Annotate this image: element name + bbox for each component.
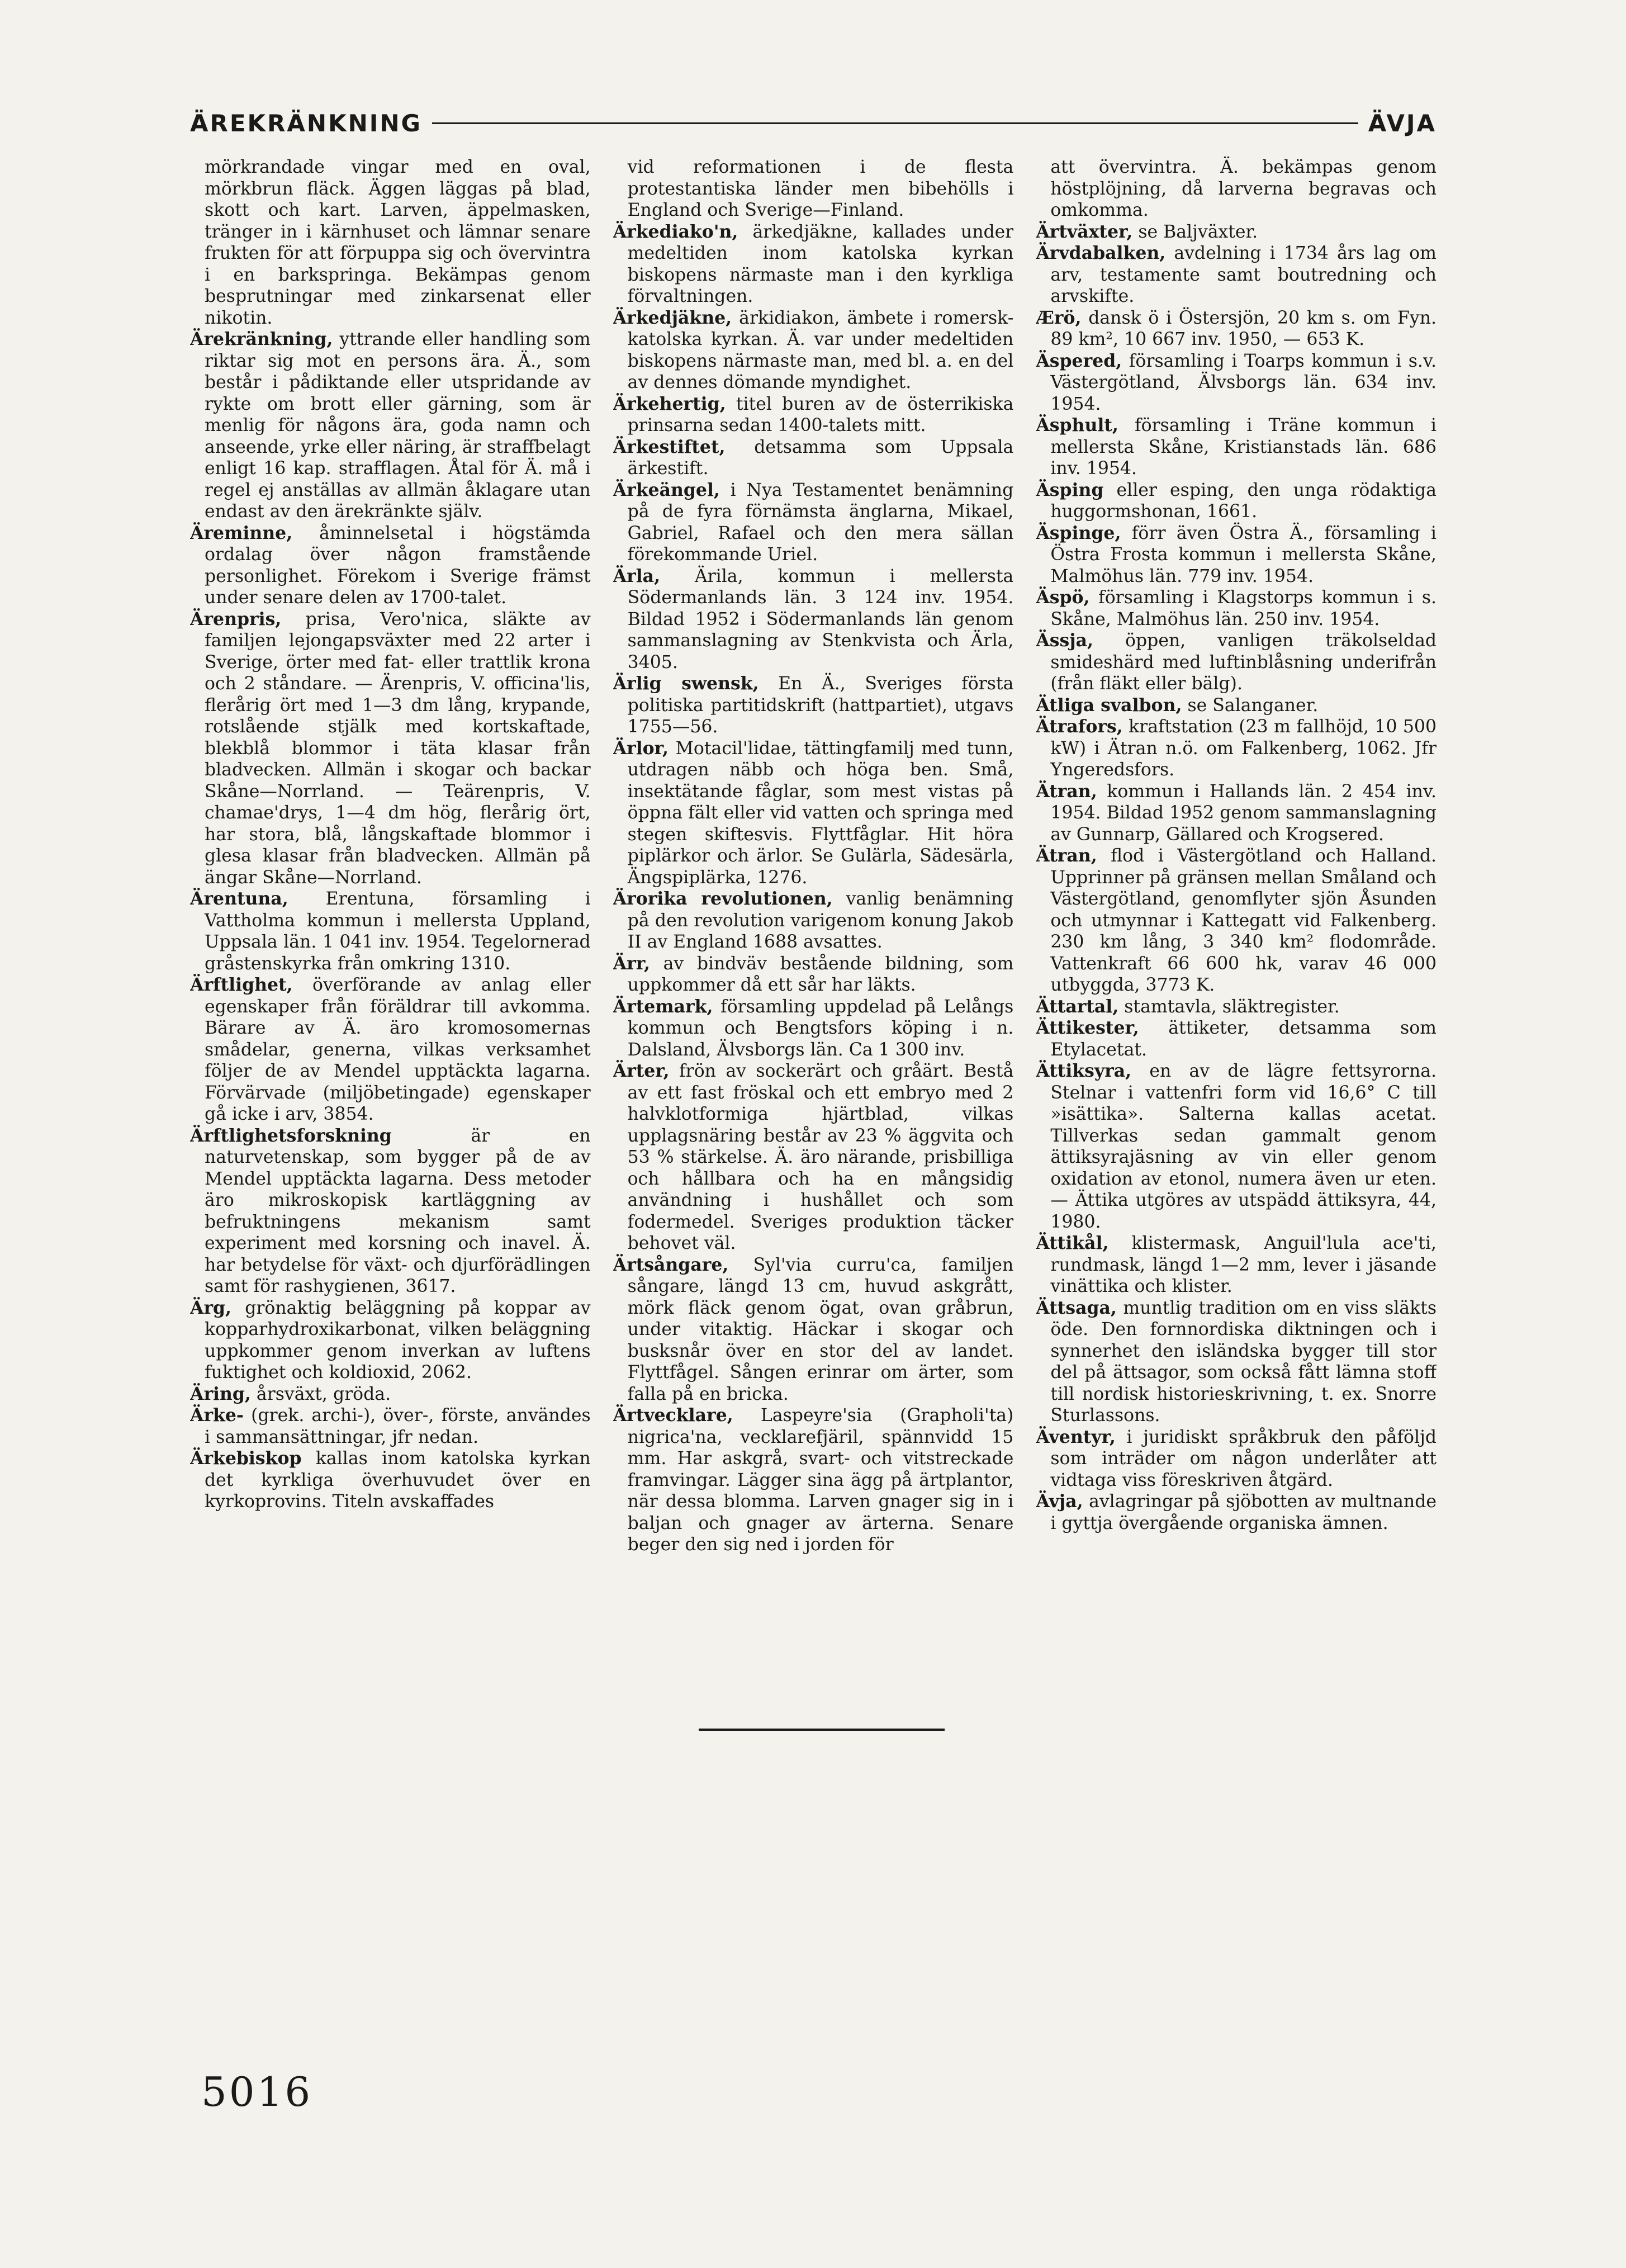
dictionary-entry: [1036, 845, 1437, 996]
entry-headword: Ärekränkning,: [190, 329, 333, 349]
dictionary-entry: [613, 1405, 1014, 1556]
dictionary-entry: [1036, 1017, 1437, 1060]
entry-headword: Ärlor,: [613, 737, 669, 759]
entry-text: ättiketer, detsamma som Etylacetat.: [1050, 1018, 1437, 1060]
dictionary-entry: [1036, 221, 1437, 243]
dictionary-entry: [1036, 1060, 1437, 1233]
entry-text: prisa, Vero'nica, släkte av familjen lejongapsväxter med 22 arter i Sverige, örter med fat- eller trattlik krona och 2 ståndare. — Ärenpris, V. officina'lis, flerårig ört med 1—3 dm lång, krypande, rotslående stjälk med kortskaftade, blekblå blommor i täta klasar från bladvecken. Allmän i skogar och backar Skåne—Norrland. — Teärenpris, V. chamae'drys, 1—4 dm hög, flerårig ört, har stora, blå, långskaftade blommor i glesa klasar från bladvecken. Allmän på ängar Skåne—Norrland.: [205, 609, 591, 888]
entry-text: ärkedjäkne, kallades under medeltiden inom katolska kyrkan biskopens närmaste man i den kyrkliga förvaltningen.: [627, 221, 1014, 306]
end-rule: [699, 1729, 945, 1731]
running-header: [190, 106, 1437, 140]
entry-headword: Ärvdabalken,: [1036, 243, 1166, 263]
entry-text: vid reformationen i de flesta protestantiska länder men bibehölls i England och Sverige—Finland.: [627, 157, 1014, 220]
entry-text: är en naturvetenskap, som bygger på de av Mendel upptäckta lagarna. Dess metoder äro mikroskopisk kartläggning av befruktningens mekanism samt experiment med korsning och inavel. Ä. har betydelse för växt- och djurförädlingen samt för rashygienen, 3617.: [205, 1125, 591, 1296]
dictionary-entry: [190, 523, 591, 609]
entry-text: mörkrandade vingar med en oval, mörkbrun fläck. Äggen läggas på blad, skott och kart. Larven, äppelmasken, tränger in i kärnhuset och lämnar senare frukten för att förpuppa sig och övervintra i en barkspringa. Bekämpas genom besprutningar med zinkarsenat eller nikotin.: [205, 157, 591, 328]
entry-headword: Ätrafors,: [1036, 716, 1123, 737]
dictionary-entry: [1036, 781, 1437, 846]
dictionary-entry: [1036, 243, 1437, 307]
entry-headword: Ärter,: [613, 1060, 670, 1081]
entry-text: Motacil'lidae, tättingfamilj med tunn, utdragen näbb och höga ben. Små, insektätande fåglar, som mest vistas på öppna fält eller vid vatten och springa med stegen skiftesvis. Flyttfåglar. Hit höra piplärkor och ärlor. Se Gulärla, Sädesärla, Ängspiplärka, 1276.: [627, 738, 1014, 888]
entry-headword: Ättikål,: [1036, 1233, 1109, 1253]
dictionary-entry: [1036, 1298, 1437, 1427]
entry-text: kommun i Hallands län. 2 454 inv. 1954. Bildad 1952 genom sammanslagning av Gunnarp, Gällared och Krogsered.: [1050, 781, 1437, 845]
entry-headword: Ätran,: [1036, 780, 1097, 802]
dictionary-entry: [190, 157, 591, 329]
column-3: [1036, 157, 1437, 1666]
dictionary-entry: [190, 1125, 591, 1298]
entry-headword: Ärtvecklare,: [613, 1405, 733, 1426]
entry-headword: Äring,: [190, 1383, 251, 1404]
dictionary-entry: [613, 996, 1014, 1061]
dictionary-entry: [613, 221, 1014, 307]
entry-text: församling i Toarps kommun i s.v. Västergötland, Älvsborgs län. 634 inv. 1954.: [1050, 351, 1437, 414]
entry-headword: Ærö,: [1036, 307, 1082, 328]
entry-headword: Ärtsångare,: [613, 1254, 729, 1275]
dictionary-entry: [190, 1298, 591, 1384]
dictionary-entry: [190, 329, 591, 523]
entry-headword: Ärkediako'n,: [613, 221, 738, 242]
dictionary-entry: [190, 974, 591, 1125]
entry-text: stamtavla, släktregister.: [1124, 996, 1340, 1017]
entry-text: yttrande eller handling som riktar sig mot en persons ära. Ä., som består i pådiktande eller utspridande av rykte om brott eller gärning, som är menlig för någons ära, goda namn och anseende, yrke eller näring, är straffbelagt enligt 16 kap. strafflagen. Åtal för Ä. må i regel ej anställas av allmän åklagare utan endast av den ärekränkte själv.: [205, 329, 591, 522]
entry-headword: Äspö,: [1036, 587, 1090, 608]
column-2: [613, 157, 1014, 1666]
entry-text: församling i Träne kommun i mellersta Skåne, Kristianstads län. 686 inv. 1954.: [1050, 415, 1437, 479]
entry-text: titel buren av de österrikiska prinsarna sedan 1400-talets mitt.: [627, 394, 1014, 435]
entry-headword: Ärkedjäkne,: [613, 307, 732, 328]
text-columns: [190, 157, 1437, 1666]
header-rule: [432, 122, 1358, 124]
entry-text: Laspeyre'sia (Grapholi'ta) nigrica'na, vecklarefjäril, spännvidd 15 mm. Har askgrå, svart- och vitstreckade framvingar. Lägger sina ägg på ärtplantor, när dessa blomma. Larven gnager sig in i baljan och gnager av ärterna. Senare beger den sig ned i jorden för: [627, 1405, 1014, 1555]
entry-text: åminnelsetal i högstämda ordalag över någon framstående personlighet. Förekom i Sverige främst under senare delen av 1700-talet.: [205, 523, 591, 608]
dictionary-entry: [613, 307, 1014, 394]
entry-text: avlagringar på sjöbotten av multnande i gyttja övergående organiska ämnen.: [1050, 1492, 1437, 1533]
entry-text: församling i Klagstorps kommun i s. Skåne, Malmöhus län. 250 inv. 1954.: [1050, 588, 1437, 629]
entry-headword: Ärlig swensk,: [613, 673, 759, 694]
entry-headword: Ärkeängel,: [613, 479, 720, 500]
entry-text: dansk ö i Östersjön, 20 km s. om Fyn. 89 km², 10 667 inv. 1950, — 653 K.: [1050, 307, 1437, 349]
entry-text: Erentuna, församling i Vattholma kommun i mellersta Uppland, Uppsala län. 1 041 inv. 1954. Tegelornerad gråstenskyrka från omkring 1310.: [205, 889, 591, 974]
column-1: [190, 157, 591, 1666]
dictionary-entry: [1036, 157, 1437, 221]
entry-headword: Ärentuna,: [190, 888, 288, 909]
entry-headword: Äspinge,: [1036, 522, 1121, 543]
dictionary-entry: [613, 437, 1014, 480]
entry-text: en av de lägre fettsyrorna. Stelnar i vattenfri form vid 16,6° C till »isättika». Salterna kallas acetat. Tillverkas sedan gammalt genom ättiksyrajäsning av vin eller genom oxidation av etonol, numera även ur eten. — Ättika utgöres av utspädd ättiksyra, 44, 1980.: [1050, 1061, 1437, 1232]
entry-headword: Äspered,: [1036, 350, 1122, 371]
dictionary-entry: [1036, 307, 1437, 351]
right-guide-word: ÄVJA: [1368, 109, 1437, 137]
left-guide-word: ÄREKRÄNKNING: [190, 109, 423, 137]
entry-text: förr även Östra Ä., församling i Östra Frosta kommun i mellersta Skåne, Malmöhus län. 779 inv. 1954.: [1050, 523, 1437, 586]
entry-text: se Baljväxter.: [1138, 221, 1258, 242]
dictionary-entry: [1036, 716, 1437, 781]
entry-text: kallas inom katolska kyrkan det kyrkliga överhuvudet över en kyrkoprovins. Titeln avskaffades: [205, 1448, 591, 1512]
entry-text: av bindväv bestående bildning, som uppkommer då ett sår har läkts.: [627, 953, 1014, 995]
dictionary-entry: [1036, 415, 1437, 480]
entry-headword: Ärenpris,: [190, 608, 282, 629]
entry-text: Ärila, kommun i mellersta Södermanlands län. 3 124 inv. 1954. Bildad 1952 i Södermanlands län genom sammanslagning av Stenkvista och Ärla, 3405.: [627, 566, 1014, 673]
entry-headword: Äreminne,: [190, 522, 293, 543]
entry-headword: Ärorika revolutionen,: [613, 888, 833, 909]
dictionary-entry: [1036, 630, 1437, 695]
entry-text: se Salanganer.: [1187, 695, 1319, 716]
dictionary-entry: [190, 1405, 591, 1448]
entry-text: vanlig benämning på den revolution varigenom konung Jakob II av England 1688 avsattes.: [627, 889, 1014, 952]
entry-text: (grek. archi-), över-, förste, användes i sammansättningar, jfr nedan.: [205, 1405, 591, 1447]
entry-text: avdelning i 1734 års lag om arv, testamente samt boutredning och arvskifte.: [1050, 243, 1437, 306]
entry-headword: Ässja,: [1036, 630, 1094, 651]
entry-headword: Ärke-: [190, 1405, 244, 1426]
entry-text: årsväxt, gröda.: [256, 1384, 391, 1404]
entry-headword: Ättartal,: [1036, 996, 1119, 1017]
entry-headword: Ärkestiftet,: [613, 436, 726, 457]
entry-text: att övervintra. Ä. bekämpas genom höstplöjning, då larverna begravas och omkomma.: [1050, 157, 1437, 220]
page-number: 5016: [201, 2068, 313, 2115]
dictionary-entry: [1036, 1233, 1437, 1298]
dictionary-entry: [1036, 1427, 1437, 1492]
entry-headword: Ärftlighetsforskning: [190, 1125, 392, 1146]
entry-text: klistermask, Anguil'lula ace'ti, rundmask, längd 1—2 mm, lever i jäsande vinättika och klister.: [1050, 1233, 1437, 1296]
dictionary-entry: [190, 1384, 591, 1405]
dictionary-entry: [613, 738, 1014, 889]
entry-headword: Ättsaga,: [1036, 1297, 1117, 1318]
entry-headword: Ävja,: [1036, 1491, 1083, 1512]
entry-headword: Ärr,: [613, 953, 650, 974]
dictionary-entry: [1036, 587, 1437, 630]
entry-headword: Ärtemark,: [613, 996, 713, 1017]
entry-headword: Ärkehertig,: [613, 393, 726, 414]
entry-headword: Ärftlighet,: [190, 974, 293, 995]
entry-text: frön av sockerärt och gråärt. Bestå av ett fast fröskal och ett embryo med 2 halvklotformiga hjärtblad, vilkas upplagsnäring består av 23 % äggvita och 53 % stärkelse. Ä. äro närande, prisbilliga och hållbara och ha en mångsidig användning i hushållet och som fodermedel. Sveriges produktion täcker behovet väl.: [627, 1061, 1014, 1253]
entry-text: En Ä., Sveriges första politiska partitidskrift (hattpartiet), utgavs 1755—56.: [627, 674, 1014, 737]
dictionary-entry: [190, 1448, 591, 1513]
dictionary-entry: [613, 953, 1014, 996]
entry-text: muntlig tradition om en viss släkts öde. Den fornnordiska diktningen och i synnerhet den isländska bygger till stor del på ättsagor, som också fått lämna stoff till nordisk historieskrivning, t. ex. Snorre Sturlassons.: [1050, 1298, 1437, 1426]
entry-text: överförande av anlag eller egenskaper från föräldrar till avkomma. Bärare av Ä. äro kromosomernas smådelar, generna, vilkas verksamhet följer de av Mendel upptäckta lagarna. Förvärvade (miljöbetingade) egenskaper gå icke i arv, 3854.: [205, 975, 591, 1124]
entry-headword: Äsphult,: [1036, 415, 1118, 435]
entry-text: kraftstation (23 m fallhöjd, 10 500 kW) i Ätran n.ö. om Falkenberg, 1062. Jfr Yngeredsfors.: [1050, 717, 1437, 780]
entry-text: ärkidiakon, ämbete i romersk-katolska kyrkan. Ä. var under medeltiden biskopens närmaste man, med bl. a. en del av dennes dömande myndighet.: [627, 307, 1014, 392]
entry-text: grönaktig beläggning på koppar av kopparhydroxikarbonat, vilken beläggning uppkommer genom inverkan av luftens fuktighet och koldioxid, 2062.: [205, 1298, 591, 1382]
dictionary-entry: [190, 888, 591, 974]
entry-headword: Ättiksyra,: [1036, 1060, 1132, 1081]
dictionary-entry: [613, 673, 1014, 738]
dictionary-entry: [190, 609, 591, 889]
dictionary-entry: [1036, 523, 1437, 588]
dictionary-entry: [613, 566, 1014, 674]
entry-headword: Äventyr,: [1036, 1426, 1116, 1447]
entry-headword: Ärtväxter,: [1036, 221, 1133, 242]
dictionary-entry: [613, 888, 1014, 953]
entry-text: i Nya Testamentet benämning på de fyra förnämsta änglarna, Mikael, Gabriel, Rafael och den mera sällan förekommande Uriel.: [627, 480, 1014, 565]
entry-headword: Ätliga svalbon,: [1036, 694, 1182, 716]
dictionary-entry: [1036, 996, 1437, 1018]
entry-text: flod i Västergötland och Halland. Upprinner på gränsen mellan Småland och Västergötland, genomflyter sjön Åsunden och utmynnar i Kattegatt vid Falkenberg. 230 km lång, 3 340 km² flodområde. Vattenkraft 66 600 hk, varav 46 000 utbyggda, 3773 K.: [1050, 846, 1437, 995]
entry-text: Syl'via curru'ca, familjen sångare, längd 13 cm, huvud askgrått, mörk fläck genom ögat, ovan gråbrun, under vitaktig. Häckar i skogar och busksnår över en stor del av landet. Flyttfågel. Sången erinrar om ärter, som falla på en bricka.: [627, 1254, 1014, 1404]
dictionary-entry: [613, 394, 1014, 437]
entry-headword: Ätran,: [1036, 845, 1097, 866]
dictionary-entry: [613, 480, 1014, 566]
dictionary-entry: [1036, 1491, 1437, 1534]
dictionary-entry: [1036, 351, 1437, 415]
entry-headword: Ärla,: [613, 565, 661, 586]
dictionary-entry: [1036, 480, 1437, 523]
entry-text: öppen, vanligen träkolseldad smideshärd med luftinblåsning underifrån (från fläkt eller bälg).: [1050, 631, 1437, 694]
dictionary-entry: [1036, 695, 1437, 717]
dictionary-entry: [613, 1060, 1014, 1254]
entry-headword: Äsping: [1036, 479, 1104, 500]
entry-text: detsamma som Uppsala ärkestift.: [627, 437, 1014, 479]
entry-headword: Ättikester,: [1036, 1017, 1139, 1038]
entry-headword: Ärg,: [190, 1297, 232, 1318]
entry-headword: Ärkebiskop: [190, 1448, 302, 1469]
dictionary-entry: [613, 157, 1014, 221]
entry-text: församling uppdelad på Lelångs kommun och Bengtsfors köping i n. Dalsland, Älvsborgs län. Ca 1 300 inv.: [627, 996, 1014, 1060]
dictionary-entry: [613, 1254, 1014, 1405]
entry-text: i juridiskt språkbruk den påföljd som inträder om någon underlåter att vidtaga viss föreskriven åtgärd.: [1050, 1427, 1437, 1490]
entry-text: eller esping, den unga rödaktiga huggormshonan, 1661.: [1050, 480, 1437, 522]
